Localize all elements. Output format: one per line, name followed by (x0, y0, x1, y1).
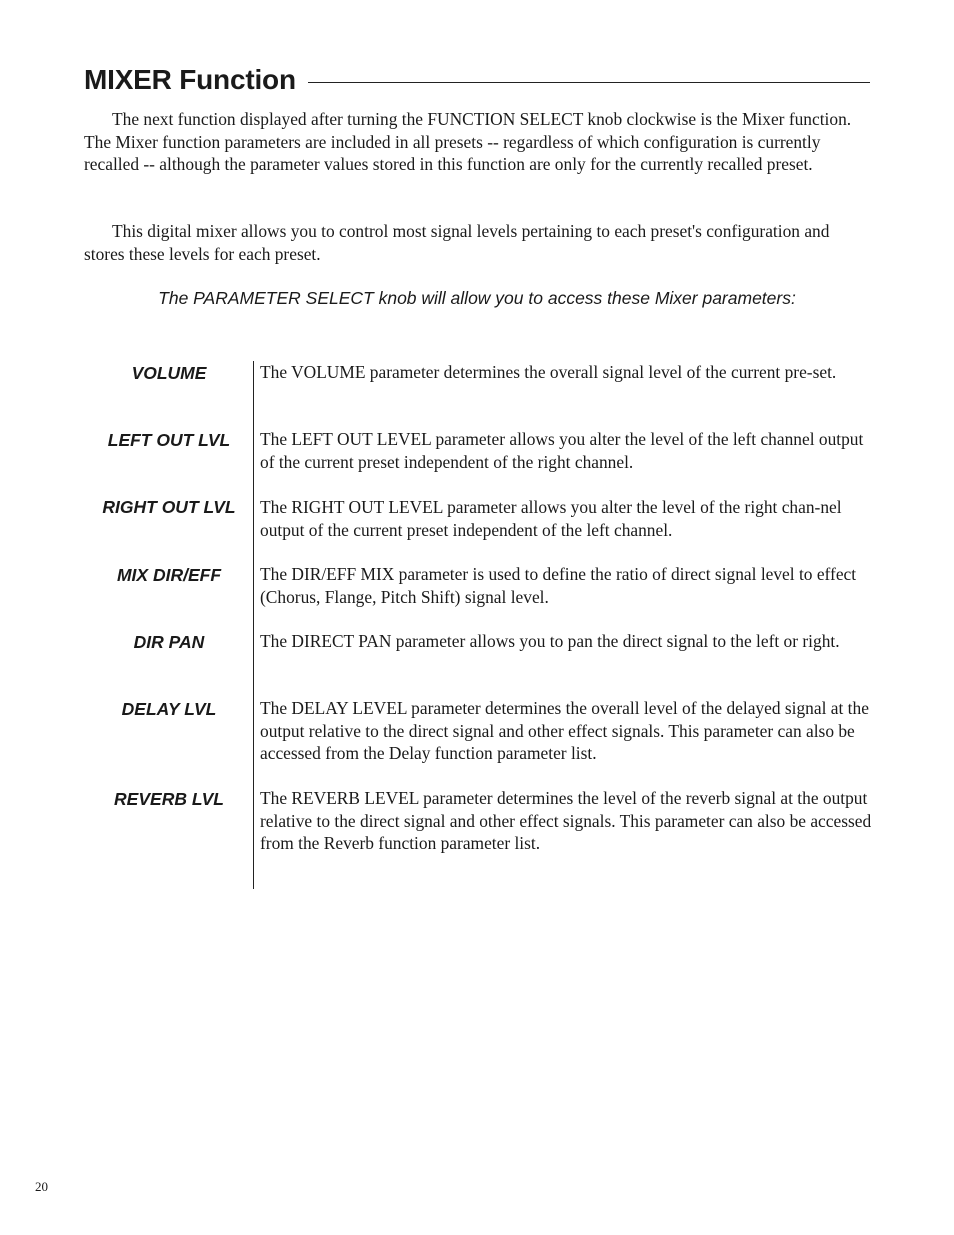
page-number: 20 (35, 1179, 48, 1194)
param-label-dir-pan: DIR PAN (133, 632, 205, 652)
param-label-mix-dir-eff: MIX DIR/EFF (116, 565, 222, 585)
param-desc-reverb-lvl: The REVERB LEVEL parameter determines the level of the reverb signal at the output relative to the direct signal and other effect signals. This parameter can also be accessed from the Reverb function parameter list. (260, 788, 872, 854)
param-desc-dir-pan: The DIRECT PAN parameter allows you to pan the direct signal to the left or right. (260, 631, 840, 651)
param-label-right-out-lvl: RIGHT OUT LVL (102, 497, 236, 517)
intro-paragraph: The next function displayed after turning the FUNCTION SELECT knob clockwise is the Mixer function. The Mixer function parameters are included in all presets -- regardless of which configuration is currently recalled -- although the parameter values stored in this function are only for the currently recalled preset. (84, 109, 852, 175)
title-rule (308, 82, 870, 83)
section-title: MIXER Function (84, 64, 296, 95)
section-header (84, 62, 870, 98)
param-label-volume: VOLUME (131, 363, 207, 383)
param-desc-delay-lvl: The DELAY LEVEL parameter determines the overall level of the delayed signal at the output relative to the direct signal and other effect signals. This parameter can also be accessed from the Delay function parameter list. (260, 698, 869, 764)
param-desc-volume: The VOLUME parameter determines the overall signal level of the current pre-set. (260, 362, 837, 382)
mixer-description-paragraph: This digital mixer allows you to control most signal levels pertaining to each preset's configuration and stores these levels for each preset. (84, 221, 830, 264)
param-label-left-out-lvl: LEFT OUT LVL (107, 430, 231, 450)
param-desc-left-out-lvl: The LEFT OUT LEVEL parameter allows you alter the level of the left channel output of the current preset independent of the right channel. (260, 429, 864, 472)
param-label-delay-lvl: DELAY LVL (121, 699, 217, 719)
param-label-reverb-lvl: REVERB LVL (114, 789, 224, 809)
parameter-select-callout: The PARAMETER SELECT knob will allow you to access these Mixer parameters: (158, 288, 796, 308)
param-desc-mix-dir-eff: The DIR/EFF MIX parameter is used to define the ratio of direct signal level to effect (Chorus, Flange, Pitch Shift) signal level. (260, 564, 857, 607)
param-desc-right-out-lvl: The RIGHT OUT LEVEL parameter allows you alter the level of the right chan-nel output of the current preset independent of the left channel. (260, 497, 842, 540)
